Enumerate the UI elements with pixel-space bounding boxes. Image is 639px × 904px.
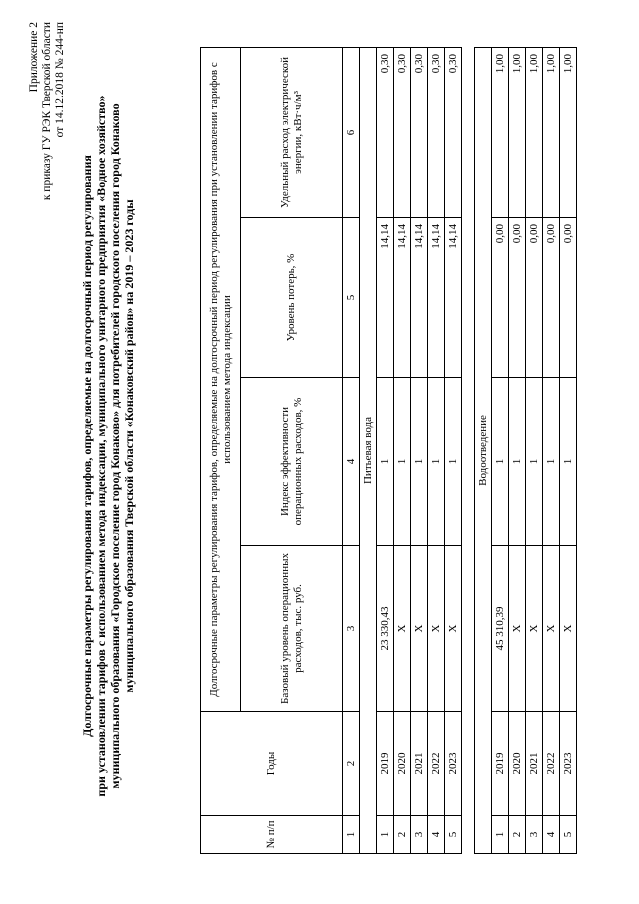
title-line: муниципального образования «Городское поселение город Конаково» для потребителей городского поселения город Конаково — [108, 103, 122, 789]
cell-efficiency: 1 — [492, 378, 509, 546]
cell-year: 2023 — [445, 712, 462, 816]
section-spacer — [462, 47, 475, 853]
cell-base: Х — [526, 546, 543, 712]
cell-efficiency: 1 — [394, 378, 411, 546]
parameters-table — [200, 47, 577, 854]
cell-energy: 0,30 — [445, 47, 462, 217]
title-line: муниципального образования Тверской области «Конаковский район» на 2019 – 2023 годы — [122, 199, 136, 693]
header-losses: Уровень потерь, % — [241, 218, 343, 378]
header-num: № п/п — [201, 816, 343, 854]
appendix-line: к приказу ГУ РЭК Тверской области — [41, 22, 53, 201]
cell-num: 2 — [394, 816, 411, 854]
cell-efficiency: 1 — [543, 378, 560, 546]
cell-losses: 0,00 — [543, 218, 560, 378]
cell-num: 3 — [411, 816, 428, 854]
cell-year: 2020 — [394, 712, 411, 816]
cell-losses: 0,00 — [526, 218, 543, 378]
cell-year: 2019 — [492, 712, 509, 816]
cell-energy: 0,30 — [377, 47, 394, 217]
table-row — [560, 47, 577, 853]
cell-num: 5 — [445, 816, 462, 854]
appendix-line: от 14.12.2018 № 244-нп — [54, 22, 66, 138]
header-years: Годы — [201, 712, 343, 816]
cell-num: 1 — [377, 816, 394, 854]
cell-efficiency: 1 — [526, 378, 543, 546]
table-row — [411, 47, 428, 853]
title-line: при установлении тарифов с использованием метода индексации, муниципального унитарного предприятия «Водное хозяйство» — [94, 95, 108, 797]
cell-energy: 0,30 — [428, 47, 445, 217]
cell-year: 2022 — [428, 712, 445, 816]
cell-num: 2 — [509, 816, 526, 854]
appendix-note — [28, 22, 67, 200]
cell-energy: 0,30 — [411, 47, 428, 217]
header-group: Долгосрочные параметры регулирования тарифов, определяемые на долгосрочный период регулирования при установлении тарифов с использованием метода индексации — [201, 47, 241, 711]
cell-base: 45 310,39 — [492, 546, 509, 712]
cell-losses: 14,14 — [411, 218, 428, 378]
section-heading: Питьевая вода — [360, 47, 377, 853]
appendix-line: Приложение 2 — [28, 22, 40, 93]
cell-energy: 1,00 — [509, 47, 526, 217]
cell-base: 23 330,43 — [377, 546, 394, 712]
cell-num: 5 — [560, 816, 577, 854]
column-number: 3 — [343, 546, 360, 712]
table-row — [394, 47, 411, 853]
cell-energy: 1,00 — [560, 47, 577, 217]
table-row — [543, 47, 560, 853]
cell-efficiency: 1 — [377, 378, 394, 546]
cell-base: Х — [543, 546, 560, 712]
table-row — [492, 47, 509, 853]
column-number: 4 — [343, 378, 360, 546]
cell-base: Х — [394, 546, 411, 712]
section-heading: Водоотведение — [475, 47, 492, 853]
cell-num: 1 — [492, 816, 509, 854]
cell-year: 2023 — [560, 712, 577, 816]
cell-efficiency: 1 — [428, 378, 445, 546]
table-row — [509, 47, 526, 853]
cell-efficiency: 1 — [560, 378, 577, 546]
cell-losses: 0,00 — [509, 218, 526, 378]
header-base-level: Базовый уровень операционных расходов, тыс. руб. — [241, 546, 343, 712]
column-number: 2 — [343, 712, 360, 816]
table-row — [428, 47, 445, 853]
column-number: 1 — [343, 816, 360, 854]
cell-efficiency: 1 — [509, 378, 526, 546]
table-row — [526, 47, 543, 853]
cell-year: 2021 — [411, 712, 428, 816]
cell-year: 2022 — [543, 712, 560, 816]
cell-base: Х — [445, 546, 462, 712]
cell-losses: 0,00 — [492, 218, 509, 378]
cell-base: Х — [411, 546, 428, 712]
title-line: Долгосрочные параметры регулирования тарифов, определяемые на долгосрочный период регулирования — [80, 155, 94, 737]
cell-efficiency: 1 — [411, 378, 428, 546]
cell-energy: 1,00 — [492, 47, 509, 217]
cell-base: Х — [509, 546, 526, 712]
cell-losses: 14,14 — [445, 218, 462, 378]
cell-base: Х — [560, 546, 577, 712]
cell-efficiency: 1 — [445, 378, 462, 546]
column-number: 5 — [343, 218, 360, 378]
cell-energy: 1,00 — [543, 47, 560, 217]
cell-num: 4 — [543, 816, 560, 854]
cell-energy: 1,00 — [526, 47, 543, 217]
header-efficiency: Индекс эффективности операционных расходов, % — [241, 378, 343, 546]
cell-num: 4 — [428, 816, 445, 854]
cell-losses: 14,14 — [377, 218, 394, 378]
column-number: 6 — [343, 47, 360, 217]
cell-energy: 0,30 — [394, 47, 411, 217]
cell-losses: 0,00 — [560, 218, 577, 378]
table-row — [445, 47, 462, 853]
cell-losses: 14,14 — [394, 218, 411, 378]
cell-year: 2020 — [509, 712, 526, 816]
table-row — [377, 47, 394, 853]
cell-losses: 14,14 — [428, 218, 445, 378]
cell-base: Х — [428, 546, 445, 712]
header-energy: Удельный расход электрической энергии, кВт·ч/м³ — [241, 47, 343, 217]
document-title — [80, 36, 136, 856]
cell-year: 2021 — [526, 712, 543, 816]
cell-num: 3 — [526, 816, 543, 854]
cell-year: 2019 — [377, 712, 394, 816]
